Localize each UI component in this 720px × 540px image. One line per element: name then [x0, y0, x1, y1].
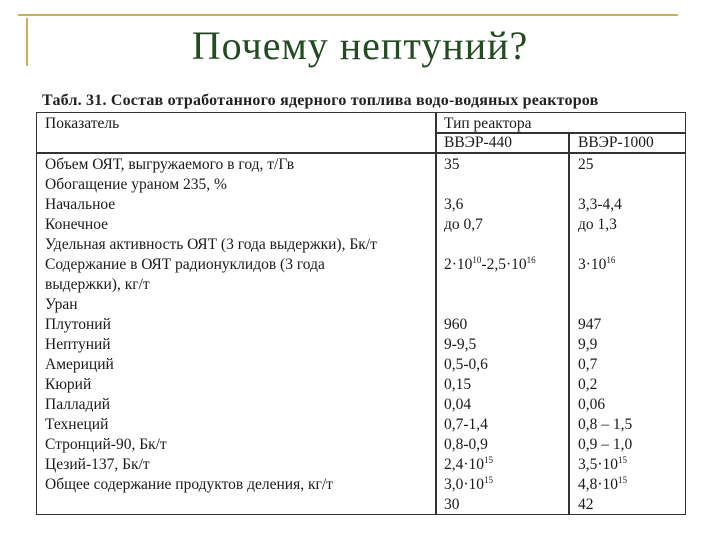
column-divider-2 [568, 133, 570, 514]
value-vver1000-sr90: $3,5\cdot 10^{15}$ [578, 455, 628, 473]
value-vver440: 9-9,5 [444, 336, 477, 353]
row-label: Обогащение ураном 235, % [45, 176, 227, 193]
row-label: выдержки), кг/т [45, 276, 150, 293]
value-vver1000: 42 [578, 496, 594, 513]
frame-top-rule [18, 14, 678, 16]
value-vver440: 30 [444, 496, 460, 513]
value-vver440: 3,6 [444, 196, 464, 213]
row-label: Плутоний [45, 316, 111, 333]
value-vver440-sr90: $2,4\cdot 10^{15}$ [444, 455, 494, 473]
row-label: Цезий-137, Бк/т [45, 456, 150, 473]
header-indicator: Показатель [45, 115, 120, 132]
value-vver440: 0,8-0,9 [444, 436, 488, 453]
value-vver440: 0,5-0,6 [444, 356, 488, 373]
header-vver440: ВВЭР-440 [444, 134, 512, 151]
value-vver1000-cs137: $4,8\cdot 10^{15}$ [578, 475, 628, 493]
value-vver1000: 25 [578, 156, 594, 173]
row-label: Начальное [45, 196, 116, 213]
row-label: Уран [45, 296, 78, 313]
value-vver1000: 0,7 [578, 356, 598, 373]
value-vver1000: 0,8 – 1,5 [578, 416, 633, 433]
header-vver1000: ВВЭР-1000 [578, 134, 654, 151]
value-vver1000: 9,9 [578, 336, 598, 353]
row-label: Кюрий [45, 376, 92, 393]
row-label: Нептуний [45, 336, 111, 353]
value-vver440: 0,7-1,4 [444, 416, 488, 433]
table-caption: Табл. 31. Состав отработанного ядерного топлива водо-водяных реакторов [42, 92, 599, 109]
value-vver440-cs137: $3,0\cdot 10^{15}$ [444, 475, 494, 493]
value-vver1000: 0,9 – 1,0 [578, 436, 633, 453]
row-label: Объем ОЯТ, выгружаемого в год, т/Гв [45, 156, 295, 173]
column-divider-1 [435, 113, 437, 514]
row-label: Технеций [45, 416, 109, 433]
row-label: Конечное [45, 216, 109, 233]
value-vver440: 960 [444, 316, 468, 333]
header-reactor-type: Тип реактора [444, 115, 532, 132]
fuel-composition-table [36, 112, 686, 515]
row-label: Америций [45, 356, 114, 373]
value-vver1000: 3,3-4,4 [578, 196, 622, 213]
value-vver1000: 0,2 [578, 376, 598, 393]
row-label: Содержание в ОЯТ радионуклидов (3 года [45, 256, 325, 273]
slide-title: Почему нептуний? [191, 23, 529, 68]
row-label: Стронций-90, Бк/т [45, 436, 167, 453]
value-vver1000: 947 [578, 316, 602, 333]
value-vver1000: 0,06 [578, 396, 606, 413]
value-vver440: 35 [444, 156, 460, 173]
row-label: Общее содержание продуктов деления, кг/т [45, 476, 333, 493]
value-vver1000-activity: $3\cdot 10^{16}$ [578, 255, 616, 273]
value-vver440-activity: $2\cdot 10^{10}-2,5\cdot 10^{16}$ [444, 255, 536, 273]
value-vver440: до 0,7 [444, 216, 483, 233]
header-divider [37, 152, 685, 154]
row-label: Палладий [45, 396, 111, 413]
value-vver1000: до 1,3 [578, 216, 617, 233]
value-vver440: 0,04 [444, 396, 472, 413]
row-label: Удельная активность ОЯТ (3 года выдержки), Бк/т [45, 236, 377, 253]
value-vver440: 0,15 [444, 376, 472, 393]
